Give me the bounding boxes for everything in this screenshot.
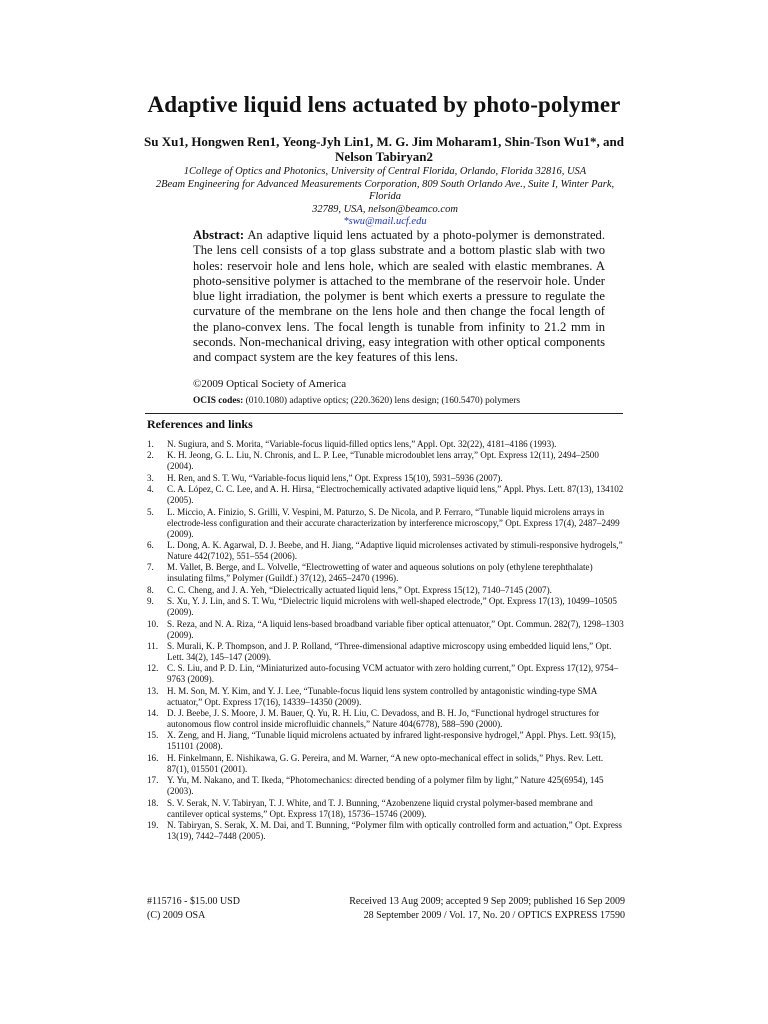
- reference-item: [147, 585, 625, 596]
- copyright-notice: ©2009 Optical Society of America: [193, 378, 347, 390]
- section-divider: [145, 413, 623, 414]
- reference-number: 3.: [147, 472, 154, 483]
- affiliation-line-2: 2Beam Engineering for Advanced Measurements Corporation, 809 South Orlando Ave., Suite I, Winter Park, Florida: [155, 178, 615, 202]
- reference-number: 19.: [147, 820, 159, 831]
- footer-journal-info: 28 September 2009 / Vol. 17, No. 20 / OPTICS EXPRESS 17590: [363, 910, 625, 921]
- reference-item: [147, 507, 625, 540]
- reference-text: L. Dong, A. K. Agarwal, D. J. Beebe, and H. Jiang, “Adaptive liquid microlenses activated by stimuli-responsive hydrogels,” Nature 442(7102), 551–554 (2006).: [167, 539, 623, 561]
- reference-text: S. Reza, and N. A. Riza, “A liquid lens-based broadband variable fiber optical attenuator,” Opt. Commun. 282(7), 1298–1303 (2009).: [167, 618, 624, 640]
- reference-number: 9.: [147, 596, 154, 607]
- reference-number: 18.: [147, 797, 159, 808]
- reference-item: [147, 641, 625, 663]
- reference-item: [147, 562, 625, 584]
- reference-text: H. Ren, and S. T. Wu, “Variable-focus liquid lens,” Opt. Express 15(10), 5931–5936 (2007).: [167, 472, 503, 483]
- reference-item: [147, 596, 625, 618]
- affiliation-line-3: 32789, USA, nelson@beamco.com: [312, 203, 458, 215]
- reference-number: 4.: [147, 484, 154, 495]
- reference-text: C. S. Liu, and P. D. Lin, “Miniaturized auto-focusing VCM actuator with zero holding current,” Opt. Express 17(12), 9754–9763 (2009).: [167, 663, 619, 685]
- abstract: [193, 228, 605, 366]
- reference-number: 10.: [147, 618, 159, 629]
- footer-dates: Received 13 Aug 2009; accepted 9 Sep 2009; published 16 Sep 2009: [349, 896, 625, 907]
- affiliation-line-1: 1College of Optics and Photonics, University of Central Florida, Orlando, Florida 32816, USA: [183, 166, 587, 177]
- reference-item: [147, 798, 625, 820]
- reference-text: N. Tabiryan, S. Serak, X. M. Dai, and T. Bunning, “Polymer film with optically controlled form and actuation,” Opt. Express 13(19), 7442–7448 (2005).: [167, 820, 622, 842]
- abstract-text: An adaptive liquid lens actuated by a photo-polymer is demonstrated. The lens cell consists of a top glass substrate and a bottom plastic slab with two holes: reservoir hole and lens hole, which are sealed with elastic membranes. A photo-sensitive polymer is attached to the membrane of the reservoir hole. Under blue light irradiation, the polymer is bent which exerts a pressure to regulate the curvature of the membrane on the lens hole and then change the focal length of the plano-convex lens. The focal length is tunable from infinity to 21.2 mm in seconds. Non-mechanical driving, easy integration with other optical components and compact system are the key features of this lens.: [193, 228, 605, 365]
- reference-item: [147, 484, 625, 506]
- reference-text: X. Zeng, and H. Jiang, “Tunable liquid microlens actuated by infrared light-responsive hydrogel,” Appl. Phys. Lett. 93(15), 151101 (2008).: [167, 730, 616, 752]
- reference-number: 1.: [147, 439, 154, 449]
- reference-number: 7.: [147, 562, 154, 573]
- footer-row-2: [147, 910, 625, 921]
- reference-text: N. Sugiura, and S. Morita, “Variable-focus liquid-filled optics lens,” Appl. Opt. 32(22), 4181–4186 (1993).: [167, 439, 557, 449]
- reference-list: [147, 439, 625, 842]
- reference-number: 15.: [147, 730, 159, 741]
- author-line-2: Nelson Tabiryan2: [335, 149, 433, 164]
- reference-item: [147, 439, 625, 450]
- reference-text: K. H. Jeong, G. L. Liu, N. Chronis, and L. P. Lee, “Tunable microdoublet lens array,” Opt. Express 12(11), 2494–2500 (2004).: [167, 450, 599, 472]
- reference-item: [147, 663, 625, 685]
- reference-item: [147, 708, 625, 730]
- footer-copyright: (C) 2009 OSA: [147, 910, 206, 921]
- ocis-label: OCIS codes:: [193, 396, 244, 406]
- reference-text: H. M. Son, M. Y. Kim, and Y. J. Lee, “Tunable-focus liquid lens system controlled by antagonistic winding-type SMA actuator,” Opt. Express 17(16), 14339–14350 (2009).: [167, 685, 597, 707]
- reference-item: [147, 820, 625, 842]
- author-list: [110, 134, 658, 164]
- reference-number: 17.: [147, 775, 159, 786]
- reference-text: C. C. Cheng, and J. A. Yeh, “Dielectrically actuated liquid lens,” Opt. Express 15(12), 7140–7145 (2007).: [167, 584, 552, 595]
- reference-number: 11.: [147, 640, 159, 651]
- reference-number: 16.: [147, 752, 159, 763]
- reference-item: [147, 619, 625, 641]
- reference-item: [147, 730, 625, 752]
- reference-text: Y. Yu, M. Nakano, and T. Ikeda, “Photomechanics: directed bending of a polymer film by light,” Nature 425(6954), 145 (2003).: [167, 775, 604, 797]
- reference-item: [147, 473, 625, 484]
- reference-text: S. Xu, Y. J. Lin, and S. T. Wu, “Dielectric liquid microlens with well-shaped electrode,” Opt. Express 17(13), 10499–10505 (2009).: [167, 596, 617, 618]
- reference-number: 6.: [147, 539, 154, 550]
- paper-title: Adaptive liquid lens actuated by photo-polymer: [147, 92, 621, 117]
- references-heading: References and links: [147, 417, 253, 431]
- reference-number: 13.: [147, 685, 159, 696]
- footer-row-1: [147, 896, 625, 907]
- reference-number: 2.: [147, 450, 154, 461]
- reference-number: 12.: [147, 663, 159, 674]
- ocis-codes: [193, 396, 520, 406]
- footer-article-id: #115716 - $15.00 USD: [147, 896, 240, 907]
- reference-text: H. Finkelmann, E. Nishikawa, G. G. Pereira, and M. Warner, “A new opto-mechanical effect in solids,” Phys. Rev. Lett. 87(1), 015501 (2001).: [167, 752, 604, 774]
- reference-text: M. Vallet, B. Berge, and L. Volvelle, “Electrowetting of water and aqueous solutions on poly (ethylene terephthalate) insulating films,” Polymer (Guildf.) 37(12), 2465–2470 (1996).: [167, 562, 593, 584]
- reference-item: [147, 450, 625, 472]
- reference-item: [147, 540, 625, 562]
- reference-text: L. Miccio, A. Finizio, S. Grilli, V. Vespini, M. Paturzo, S. De Nicola, and P. Ferraro, “Tunable liquid microlens arrays in electrode-less configuration and their accurate characterization by interference microscopy,” Opt. Express 17(4), 2487–2499 (2009).: [167, 506, 620, 539]
- reference-number: 5.: [147, 506, 154, 517]
- reference-item: [147, 686, 625, 708]
- reference-text: C. A. López, C. C. Lee, and A. H. Hirsa, “Electrochemically activated adaptive liquid lens,” Appl. Phys. Lett. 87(13), 134102 (2005).: [167, 484, 624, 506]
- reference-number: 14.: [147, 708, 159, 719]
- reference-text: D. J. Beebe, J. S. Moore, J. M. Bauer, Q. Yu, R. H. Liu, C. Devadoss, and B. H. Jo, “Functional hydrogel structures for autonomous flow control inside microfluidic channels,” Nature 404(6778), 588–590 (2000).: [167, 708, 600, 730]
- reference-item: [147, 753, 625, 775]
- abstract-label: Abstract:: [193, 228, 245, 242]
- affiliations: [140, 166, 630, 229]
- reference-text: S. V. Serak, N. V. Tabiryan, T. J. White, and T. J. Bunning, “Azobenzene liquid crystal polymer-based membrane and cantilever optical systems,” Opt. Express 17(18), 15736–15746 (2009).: [167, 797, 593, 819]
- corresponding-email-link[interactable]: *swu@mail.ucf.edu: [343, 216, 427, 227]
- author-line-1: Su Xu1, Hongwen Ren1, Yeong-Jyh Lin1, M. G. Jim Moharam1, Shin-Tson Wu1*, and: [143, 134, 625, 149]
- reference-text: S. Murali, K. P. Thompson, and J. P. Rolland, “Three-dimensional adaptive microscopy using embedded liquid lens,” Opt. Lett. 34(2), 145–147 (2009).: [167, 640, 612, 662]
- reference-number: 8.: [147, 584, 154, 595]
- ocis-text: (010.1080) adaptive optics; (220.3620) lens design; (160.5470) polymers: [245, 396, 521, 406]
- reference-item: [147, 775, 625, 797]
